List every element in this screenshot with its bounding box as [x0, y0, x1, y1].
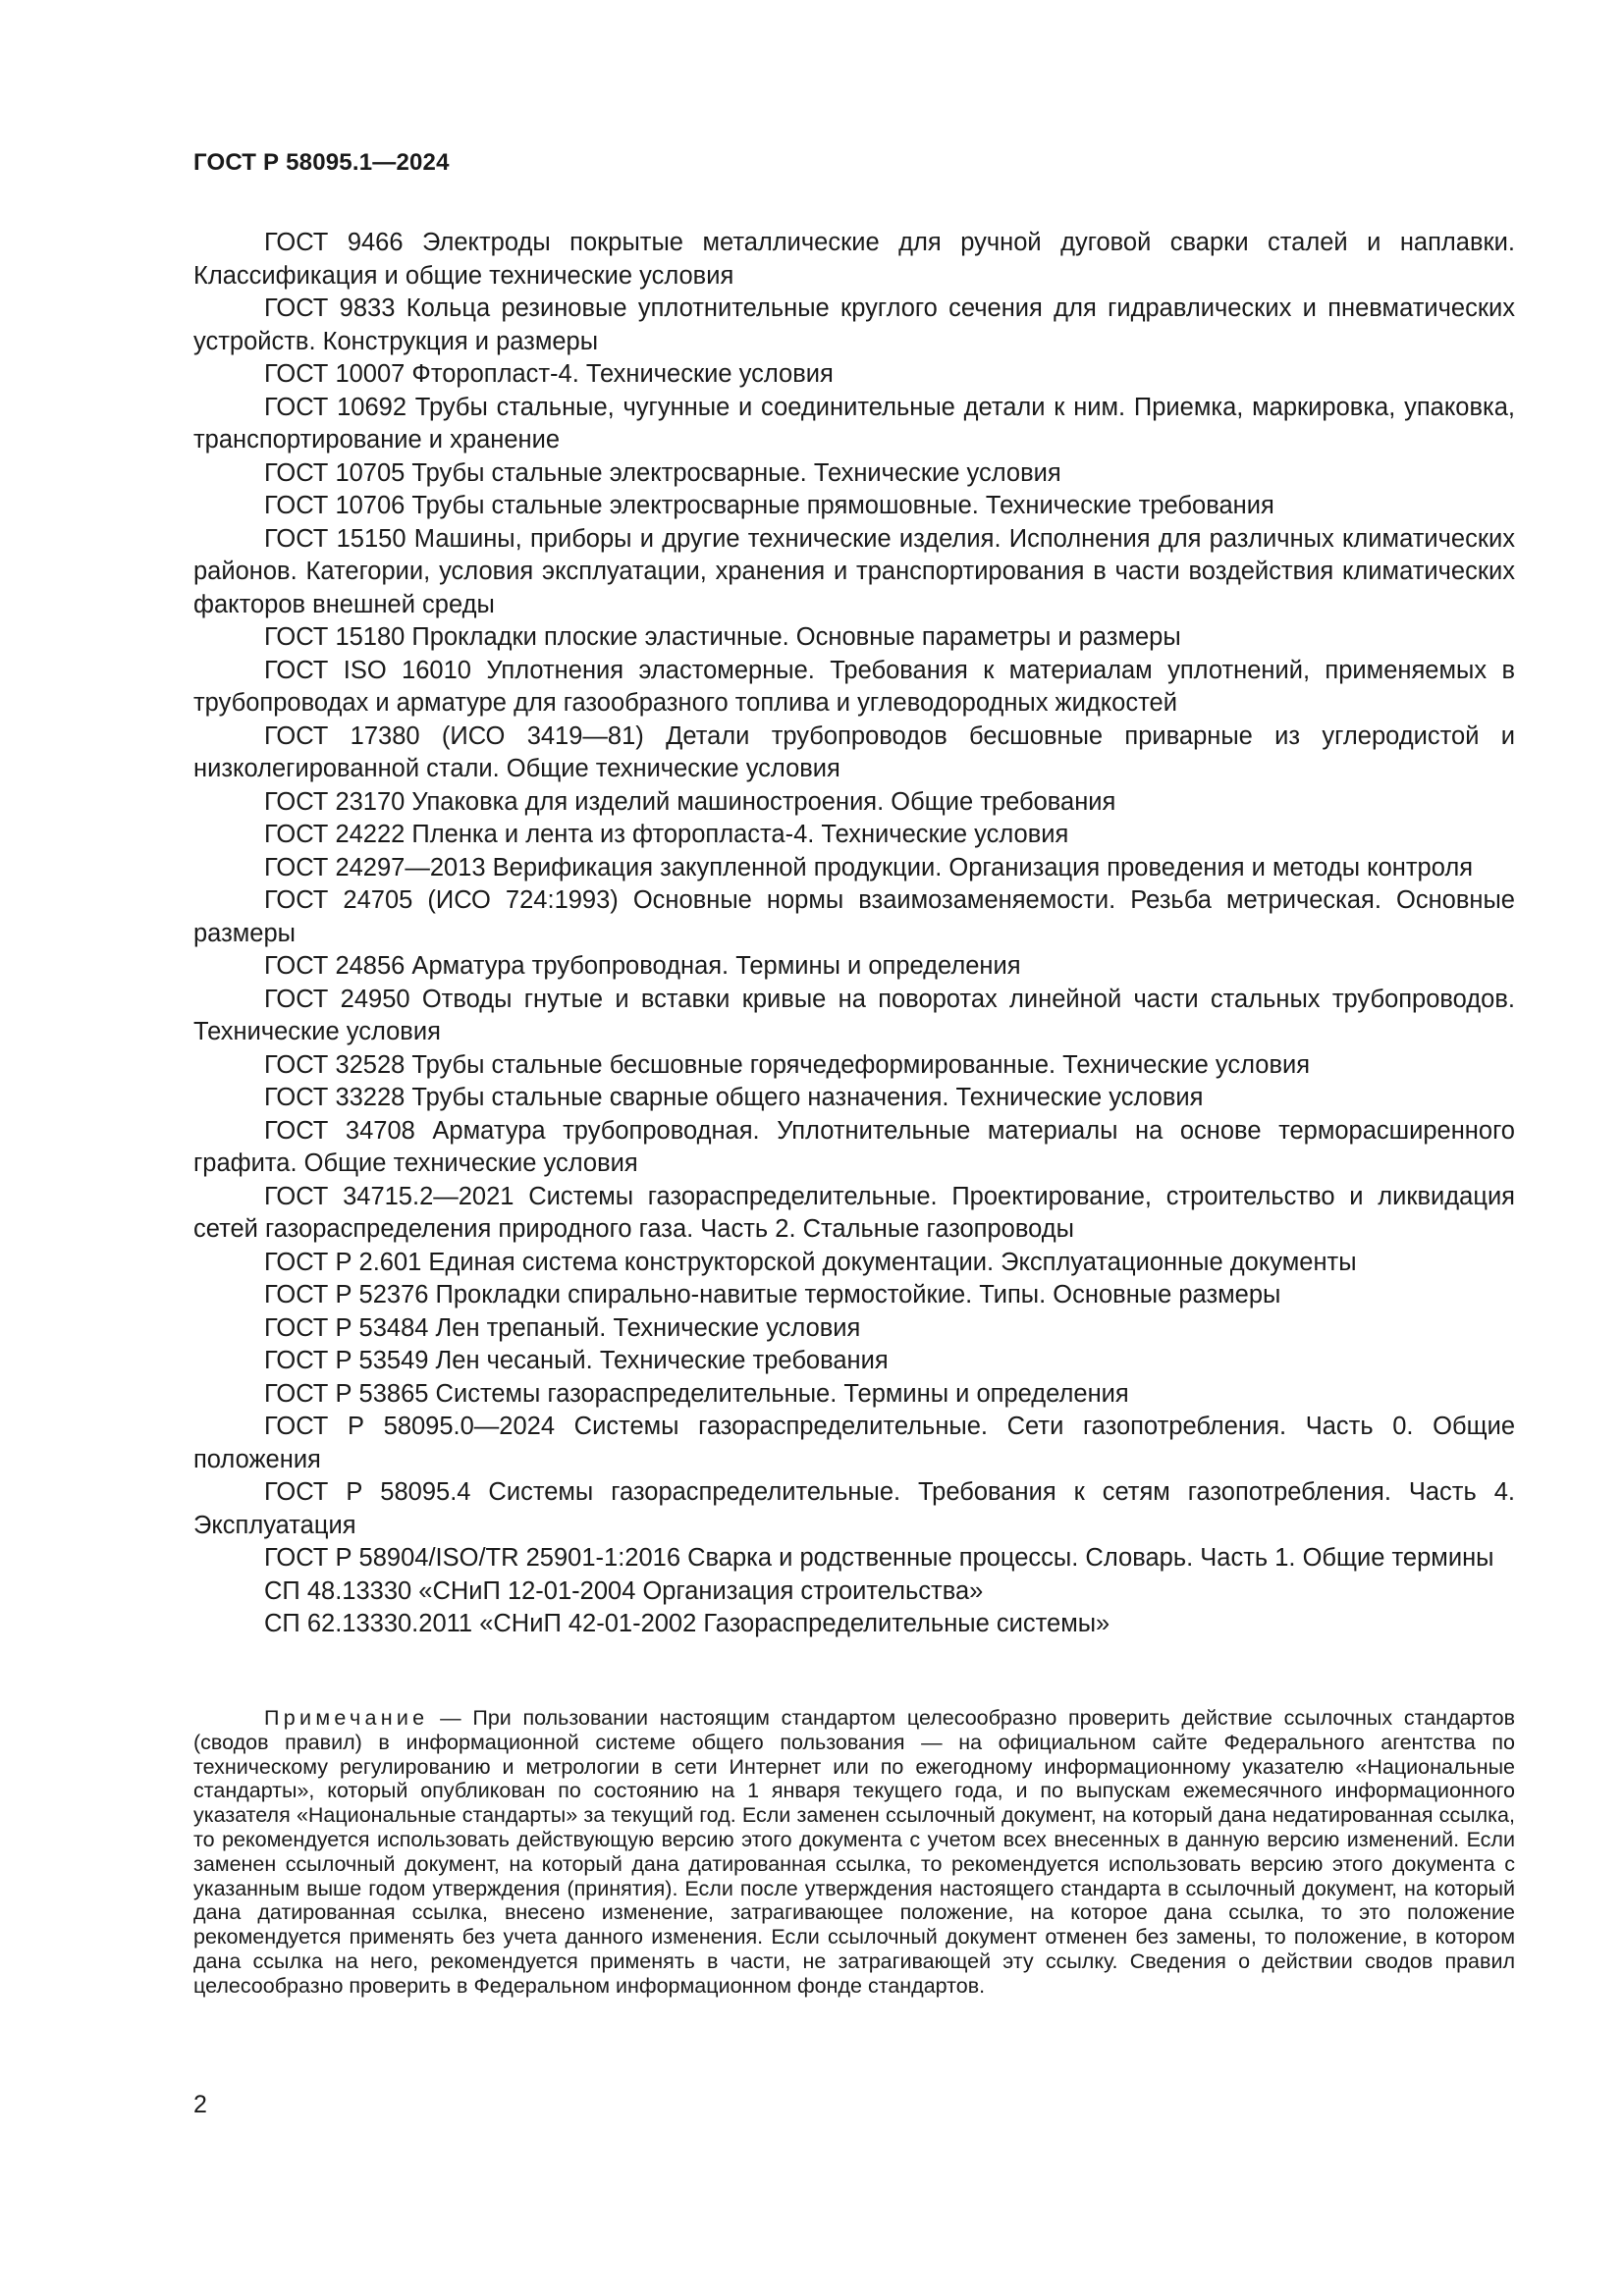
reference-entry: ГОСТ 15150 Машины, приборы и другие технические изделия. Исполнения для различных климатических районов. Категории, условия эксплуатации, хранения и транспортирования в части воздействия климатических факторов внешней среды — [193, 524, 1515, 618]
reference-entry: ГОСТ 24705 (ИСО 724:1993) Основные нормы взаимозаменяемости. Резьба метрическая. Основные размеры — [193, 886, 1515, 947]
reference-entry: СП 48.13330 «СНиП 12-01-2004 Организация строительства» — [264, 1576, 984, 1605]
reference-entry: ГОСТ 15180 Прокладки плоские эластичные. Основные параметры и размеры — [264, 623, 1181, 651]
reference-entry: ГОСТ 23170 Упаковка для изделий машиностроения. Общие требования — [264, 787, 1116, 816]
page-header-doc-id: ГОСТ Р 58095.1—2024 — [193, 149, 450, 176]
reference-entry: ГОСТ Р 53865 Системы газораспределительные. Термины и определения — [264, 1379, 1129, 1408]
reference-entry: ГОСТ 24297—2013 Верификация закупленной продукции. Организация проведения и методы контроля — [264, 853, 1474, 881]
reference-entry: ГОСТ Р 58095.0—2024 Системы газораспределительные. Сети газопотребления. Часть 0. Общие положения — [193, 1413, 1515, 1473]
normative-references-list — [193, 227, 1515, 1641]
reference-entry: ГОСТ 34708 Арматура трубопроводная. Уплотнительные материалы на основе терморасширенного графита. Общие технические условия — [193, 1116, 1515, 1177]
reference-entry: ГОСТ 34715.2—2021 Системы газораспределительные. Проектирование, строительство и ликвидация сетей газораспределения природного газа. Часть 2. Стальные газопроводы — [193, 1182, 1515, 1243]
reference-entry: ГОСТ Р 58095.4 Системы газораспределительные. Требования к сетям газопотребления. Часть 4. Эксплуатация — [193, 1478, 1515, 1539]
reference-entry: ГОСТ ISO 16010 Уплотнения эластомерные. Требования к материалам уплотнений, применяемых в трубопроводах и арматуре для газообразного топлива и углеводородных жидкостей — [193, 656, 1515, 717]
reference-entry: ГОСТ Р 52376 Прокладки спирально-навитые термостойкие. Типы. Основные размеры — [264, 1281, 1281, 1308]
reference-entry: ГОСТ Р 53549 Лен чесаный. Технические требования — [264, 1347, 889, 1374]
reference-entry: ГОСТ Р 2.601 Единая система конструкторской документации. Эксплуатационные документы — [264, 1248, 1357, 1276]
page-number: 2 — [193, 2091, 207, 2118]
reference-entry: ГОСТ 33228 Трубы стальные сварные общего назначения. Технические условия — [264, 1084, 1204, 1111]
reference-entry: ГОСТ 10705 Трубы стальные электросварные. Технические условия — [264, 458, 1061, 487]
reference-entry: ГОСТ 24856 Арматура трубопроводная. Термины и определения — [264, 952, 1021, 980]
note-paragraph — [193, 1706, 1515, 1999]
reference-entry: ГОСТ 10007 Фторопласт-4. Технические условия — [264, 360, 834, 388]
reference-entry: ГОСТ Р 58904/ISO/TR 25901-1:2016 Сварка и родственные процессы. Словарь. Часть 1. Общие термины — [264, 1544, 1494, 1572]
reference-entry: ГОСТ 24222 Пленка и лента из фторопласта-4. Технические условия — [264, 821, 1069, 848]
reference-entry: ГОСТ 10692 Трубы стальные, чугунные и соединительные детали к ним. Приемка, маркировка, упаковка, транспортирование и хранение — [193, 393, 1515, 454]
reference-entry: ГОСТ Р 53484 Лен трепаный. Технические условия — [264, 1313, 861, 1342]
note-text: — При пользовании настоящим стандартом целесообразно проверить действие ссылочных стандартов (сводов правил) в информационной системе общего пользования — на официальном сайте Федерального агентства по техническому регулированию и метрологии в сети Интернет или по ежегодному информационному указателю «Национальные стандарты», который опубликован по состоянию на 1 января текущего года, и по выпускам ежемесячного информационного указателя «Национальные стандарты» за текущий год. Если заменен ссылочный документ, на который дана недатированная ссылка, то рекомендуется использовать действующую версию этого документа с учетом всех внесенных в данную версию изменений. Если заменен ссылочный документ, на который дана датированная ссылка, то рекомендуется использовать версию этого документа с указанным выше годом утверждения (принятия). Если после утверждения настоящего стандарта в ссылочный документ, на который дана датированная ссылка, внесено изменение, затрагивающее положение, на которое дана ссылка, то это положение рекомендуется применять без учета данного изменения. Если ссылочный документ отменен без замены, то положение, в котором дана ссылка на него, рекомендуется применять в части, не затрагивающей эту ссылку. Сведения о действии сводов правил целесообразно проверить в Федеральном информационном фонде стандартов. — [193, 1706, 1515, 1998]
note-label: Примечание — [264, 1706, 429, 1730]
reference-entry: ГОСТ 24950 Отводы гнутые и вставки кривые на поворотах линейной части стальных трубопроводов. Технические условия — [193, 985, 1515, 1045]
reference-entry: ГОСТ 17380 (ИСО 3419—81) Детали трубопроводов бесшовные приварные из углеродистой и низколегированной стали. Общие технические условия — [193, 721, 1515, 782]
reference-entry: СП 62.13330.2011 «СНиП 42-01-2002 Газораспределительные системы» — [264, 1610, 1110, 1637]
reference-entry: ГОСТ 32528 Трубы стальные бесшовные горячедеформированные. Технические условия — [264, 1050, 1311, 1079]
reference-entry: ГОСТ 9833 Кольца резиновые уплотнительные круглого сечения для гидравлических и пневматических устройств. Конструкция и размеры — [193, 294, 1515, 355]
reference-entry: ГОСТ 9466 Электроды покрытые металлические для ручной дуговой сварки сталей и наплавки. Классификация и общие технические условия — [193, 229, 1515, 290]
reference-entry: ГОСТ 10706 Трубы стальные электросварные прямошовные. Технические требования — [264, 492, 1274, 519]
